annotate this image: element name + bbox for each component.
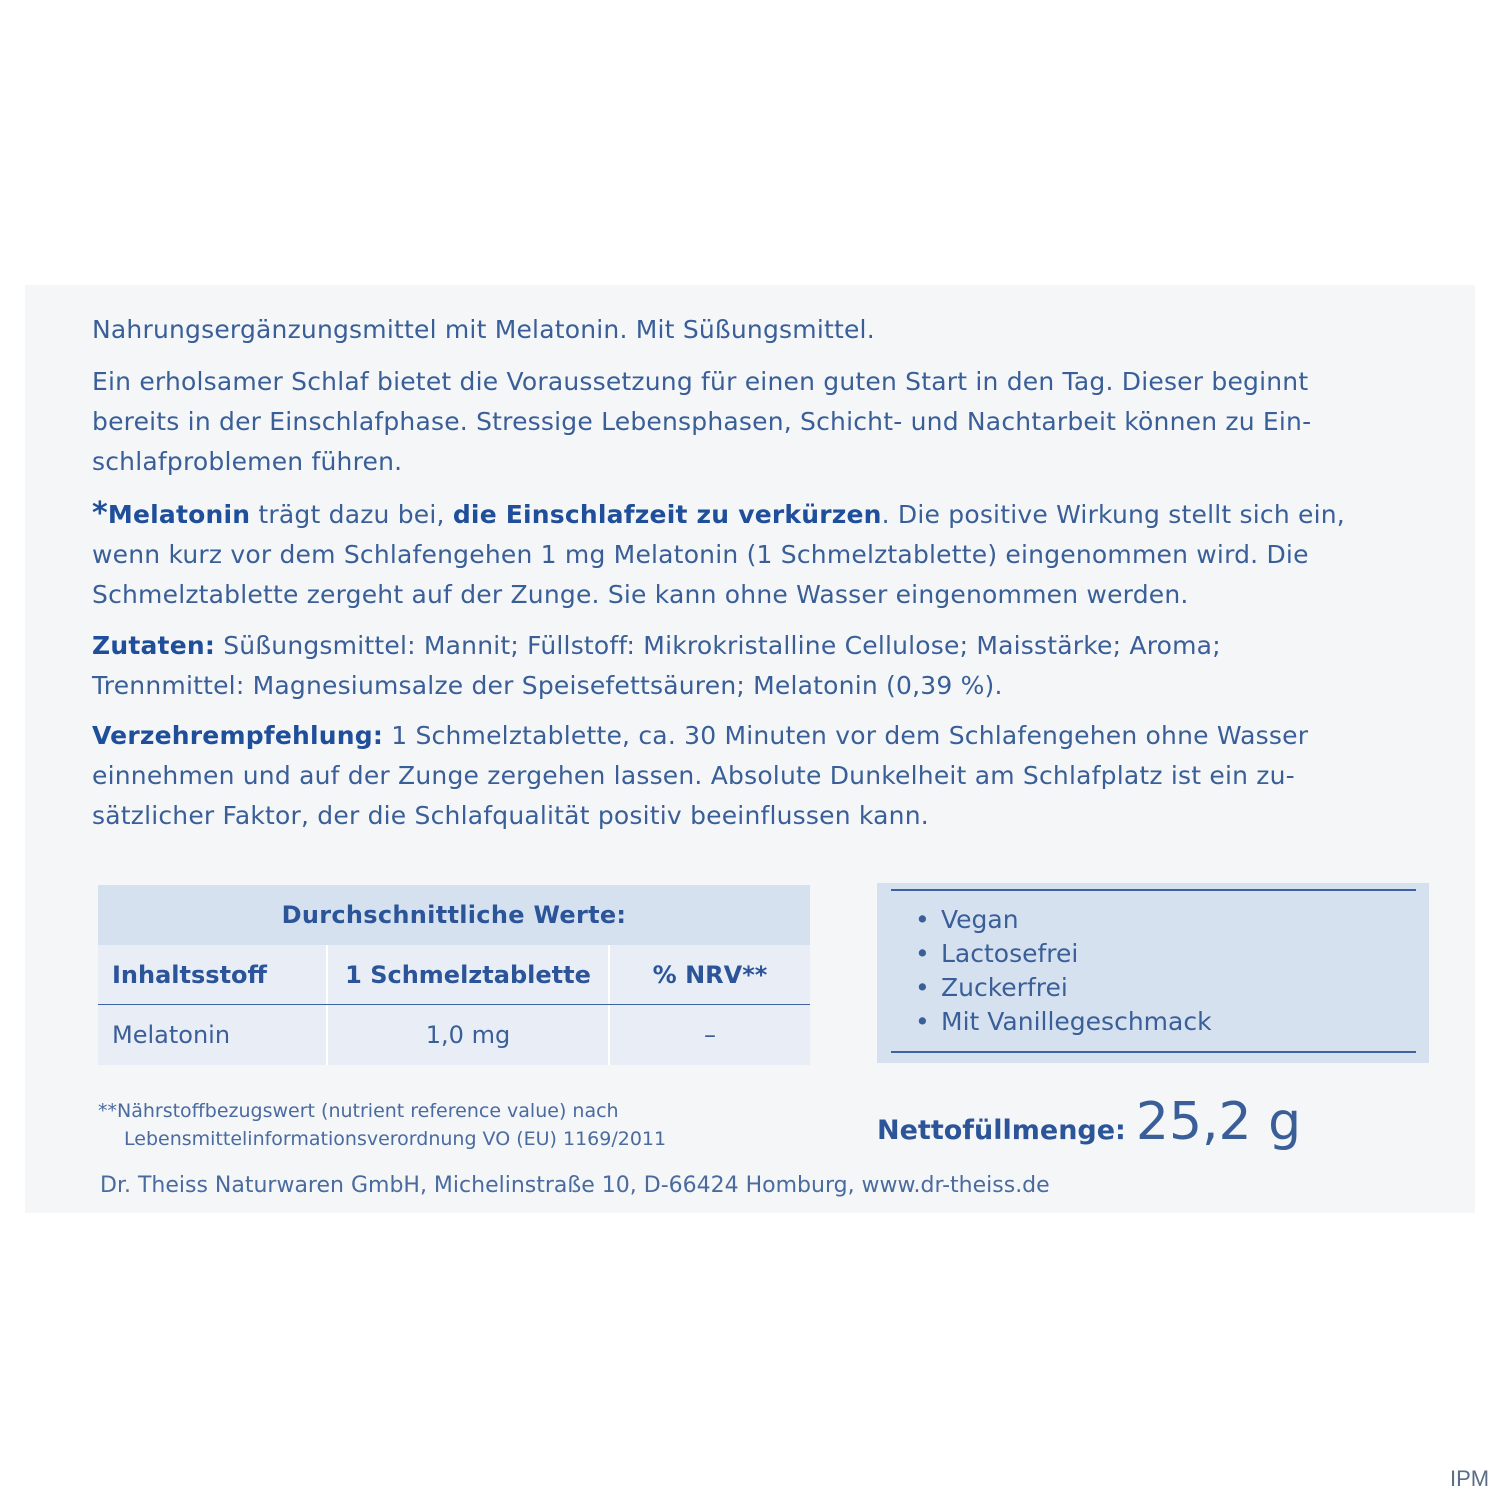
footnote-line-2: Lebensmittelinformationsverordnung VO (EU) 1169/2011 — [124, 1128, 667, 1150]
recommendation-line-1 — [92, 716, 1432, 756]
nutrition-table-title: Durchschnittliche Werte: — [98, 885, 810, 945]
list-item: • Vegan — [915, 903, 1212, 937]
recommendation-text-1: 1 Schmelztablette, ca. 30 Minuten vor dem Schlafengehen ohne Wasser — [383, 721, 1309, 750]
manufacturer-address: Dr. Theiss Naturwaren GmbH, Michelinstraße 10, D-66424 Homburg, www.dr-theiss.de — [100, 1173, 1050, 1198]
header-nrv: % NRV** — [652, 961, 768, 989]
nutrition-table — [98, 885, 810, 1080]
nrv-footnote — [98, 1097, 666, 1153]
features-top-rule — [891, 889, 1416, 891]
header-ingredient: Inhaltsstoff — [98, 945, 328, 1005]
features-list — [915, 903, 1212, 1039]
ingredients-label: Zutaten: — [92, 631, 216, 660]
header-per-tablet: 1 Schmelztablette — [328, 945, 610, 1005]
recommendation-label: Verzehrempfehlung: — [92, 721, 384, 750]
ingredients-line-1 — [92, 626, 1432, 666]
watermark-logo: IPM — [1450, 1466, 1490, 1491]
intro-text — [92, 310, 1432, 350]
intro-line: Nahrungsergänzungsmittel mit Melatonin. Mit Süßungsmittel. — [92, 315, 875, 344]
description-line-1: Ein erholsamer Schlaf bietet die Voraussetzung für einen guten Start in den Tag. Dieser beginnt — [92, 367, 1309, 396]
claim-line-1 — [92, 494, 1432, 535]
description-line-2: bereits in der Einschlafphase. Stressige Lebensphasen, Schicht- und Nachtarbeit können zu Ein- — [92, 407, 1312, 436]
description-paragraph — [92, 362, 1432, 482]
row-ingredient: Melatonin — [98, 1005, 328, 1065]
ingredients-line-2: Trennmittel: Magnesiumsalze der Speisefettsäuren; Melatonin (0,39 %). — [92, 671, 1003, 700]
bullet-icon: • — [915, 905, 930, 934]
description-line-3: schlafproblemen führen. — [92, 447, 403, 476]
row-nrv: – — [704, 1021, 716, 1049]
claim-line-2: wenn kurz vor dem Schlafengehen 1 mg Melatonin (1 Schmelztablette) eingenommen wird. Die — [92, 540, 1309, 569]
bullet-icon: • — [915, 1007, 930, 1036]
claim-bold-effect: die Einschlafzeit zu verkürzen — [452, 500, 882, 529]
ingredients-text-1: Süßungsmittel: Mannit; Füllstoff: Mikrokristalline Cellulose; Maisstärke; Aroma; — [215, 631, 1221, 660]
list-item: • Lactosefrei — [915, 937, 1212, 971]
net-content — [877, 1092, 1301, 1152]
ingredients-paragraph — [92, 626, 1432, 706]
net-content-label: Nettofüllmenge: — [877, 1115, 1126, 1146]
footnote-line-1: **Nährstoffbezugswert (nutrient reference value) nach — [98, 1100, 619, 1122]
claim-text-2: . Die positive Wirkung stellt sich ein, — [881, 500, 1345, 529]
asterisk-icon: * — [92, 496, 108, 531]
recommendation-line-2: einnehmen und auf der Zunge zergehen lassen. Absolute Dunkelheit am Schlafplatz ist ein zu- — [92, 761, 1295, 790]
table-row — [98, 1005, 810, 1065]
claim-text-1: trägt dazu bei, — [250, 500, 453, 529]
bullet-icon: • — [915, 939, 930, 968]
recommendation-paragraph — [92, 716, 1432, 836]
bullet-icon: • — [915, 973, 930, 1002]
claim-line-3: Schmelztablette zergeht auf der Zunge. Sie kann ohne Wasser eingenommen werden. — [92, 580, 1189, 609]
nutrition-table-header-row — [98, 945, 810, 1005]
list-item: • Mit Vanillegeschmack — [915, 1005, 1212, 1039]
list-item: • Zuckerfrei — [915, 971, 1212, 1005]
features-box — [877, 883, 1429, 1063]
row-amount: 1,0 mg — [328, 1005, 610, 1065]
net-content-value: 25,2 g — [1135, 1092, 1302, 1152]
claim-paragraph — [92, 494, 1432, 615]
recommendation-line-3: sätzlicher Faktor, der die Schlafqualität positiv beeinflussen kann. — [92, 801, 929, 830]
features-bottom-rule — [891, 1051, 1416, 1053]
claim-bold-melatonin: Melatonin — [107, 500, 251, 529]
